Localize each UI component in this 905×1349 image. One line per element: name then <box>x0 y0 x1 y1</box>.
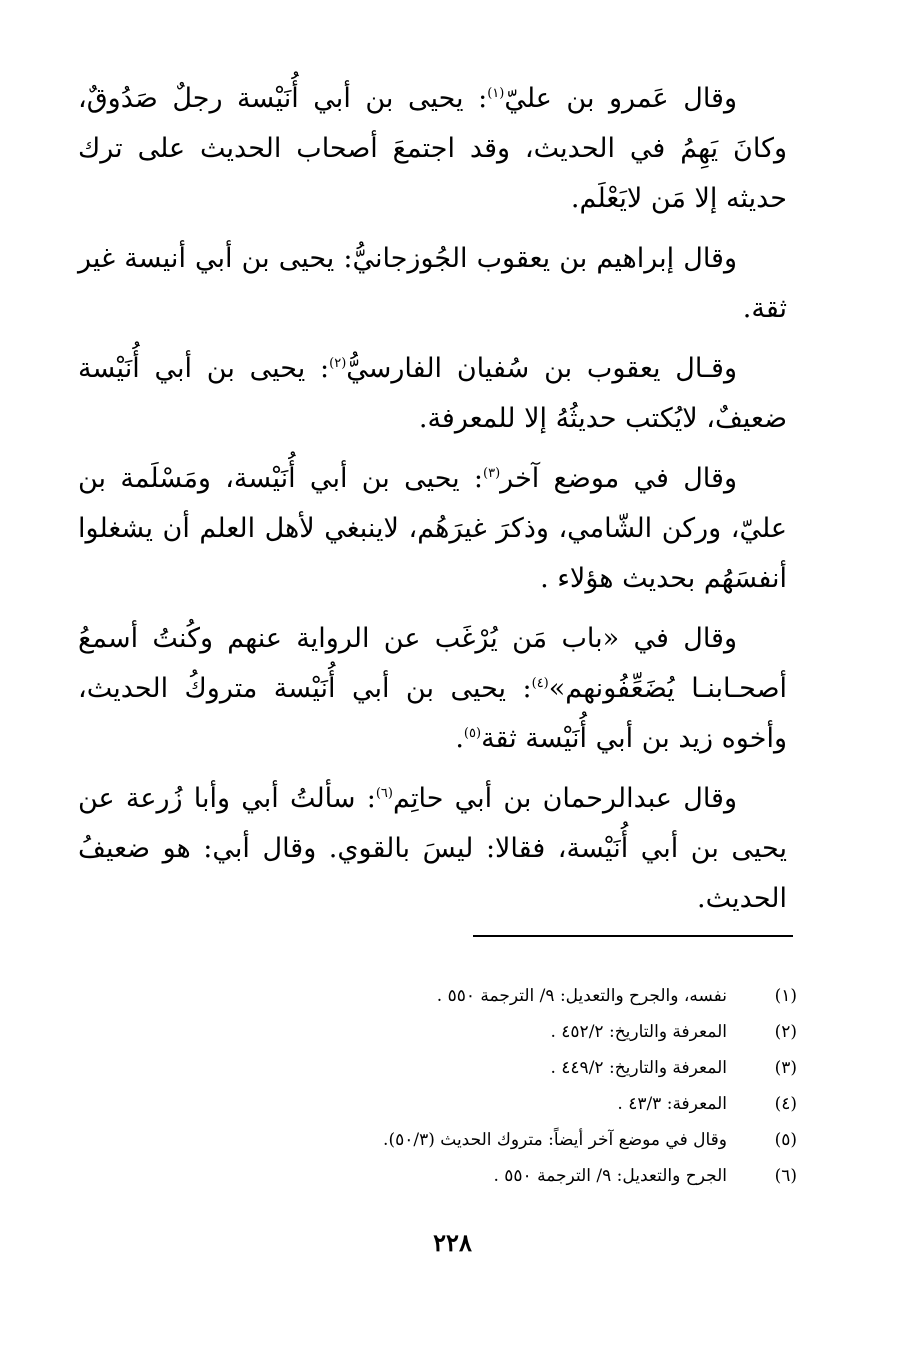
footnote-2 <box>60 1014 797 1050</box>
paragraph-6-text-cont: : سألتُ أبي وأبا زُرعة عن يحيى بن أبي أُنَيْسة، فقالا: ليسَ بالقوي. وقال أبي: هو ضعيفُ الحديث. <box>78 783 787 914</box>
paragraph-5 <box>78 614 787 764</box>
paragraph-3-text-cont: : يحيى بن أبي أُنَيْسة ضعيفٌ، لايُكتب حديثُهُ إلا للمعرفة. <box>78 353 787 434</box>
footnote-number: (١) <box>774 986 797 1006</box>
paragraph-4-text-cont: : يحيى بن أبي أُنَيْسة، ومَسْلَمة بن عليّ، وركن الشّامي، وذكرَ غيرَهُم، لاينبغي لأهل العلم أن يشغلوا أنفسَهُم بحديث هؤلاء . <box>78 463 787 594</box>
footnote-text: وقال في موضع آخر أيضاً: متروك الحديث (٥٠/٣). <box>383 1130 727 1150</box>
footnote-marker-5: (٥) <box>463 726 482 741</box>
footnote-number: (٥) <box>774 1130 797 1150</box>
footnote-marker-3: (٣) <box>483 466 501 481</box>
footnote-text: المعرفة والتاريخ: ٤٤٩/٢ . <box>550 1058 727 1078</box>
paragraph-6-text: وقال عبدالرحمان بن أبي حاتِم <box>392 783 737 814</box>
paragraph-3 <box>78 344 787 444</box>
footnote-text: نفسه، والجرح والتعديل: ٩/ الترجمة ٥٥٠ . <box>436 986 727 1006</box>
footnote-marker-2: (٢) <box>329 356 347 371</box>
footnote-number: (٤) <box>774 1094 797 1114</box>
paragraph-1-text-cont: : يحيى بن أبي أُنَيْسة رجلٌ صَدُوقٌ، وكانَ يَهِمُ في الحديث، وقد اجتمعَ أصحاب الحديث على ترك حديثه إلا مَن لايَعْلَم. <box>78 83 787 214</box>
footnote-5 <box>60 1122 797 1158</box>
footnote-number: (٢) <box>774 1022 797 1042</box>
footnote-marker-1: (١) <box>487 86 505 101</box>
paragraph-2 <box>78 234 787 334</box>
paragraph-1 <box>78 74 787 224</box>
paragraph-2-text: وقال إبراهيم بن يعقوب الجُوزجانيُّ: يحيى بن أبي أنيسة غير ثقة. <box>78 243 787 324</box>
paragraph-4 <box>78 454 787 604</box>
footnote-4 <box>60 1086 797 1122</box>
footnote-marker-6: (٦) <box>375 786 393 801</box>
footnote-3 <box>60 1050 797 1086</box>
footnote-1 <box>60 978 797 1014</box>
footnote-number: (٣) <box>774 1058 797 1078</box>
page-number: ٢٢٨ <box>433 1228 472 1257</box>
paragraph-5-text-cont: : يحيى بن أبي أُنَيْسة متروكُ الحديث، وأخوه زيد بن أبي أُنَيْسة ثقة <box>78 673 787 754</box>
paragraph-5-text-end: . <box>455 723 464 754</box>
paragraph-5-text: وقال في «باب مَن يُرْغَب عن الرواية عنهم وكُنتُ أسمعُ أصحـابنـا يُضَعِّفُونهم» <box>78 623 788 704</box>
main-text <box>78 74 787 934</box>
footnote-marker-4: (٤) <box>531 676 549 691</box>
paragraph-3-text: وقـال يعقوب بن سُفيان الفارسيُّ <box>346 353 737 384</box>
footnote-number: (٦) <box>774 1166 797 1186</box>
paragraph-1-text: وقال عَمرو بن عليّ <box>504 83 737 114</box>
footnote-divider <box>473 935 793 937</box>
footnote-text: الجرح والتعديل: ٩/ الترجمة ٥٥٠ . <box>493 1166 727 1186</box>
footnotes <box>60 978 797 1194</box>
paragraph-4-text: وقال في موضع آخر <box>500 463 737 494</box>
footnote-text: المعرفة والتاريخ: ٤٥٢/٢ . <box>550 1022 727 1042</box>
footnote-6 <box>60 1158 797 1194</box>
footnote-text: المعرفة: ٤٣/٣ . <box>617 1094 727 1114</box>
paragraph-6 <box>78 774 787 924</box>
